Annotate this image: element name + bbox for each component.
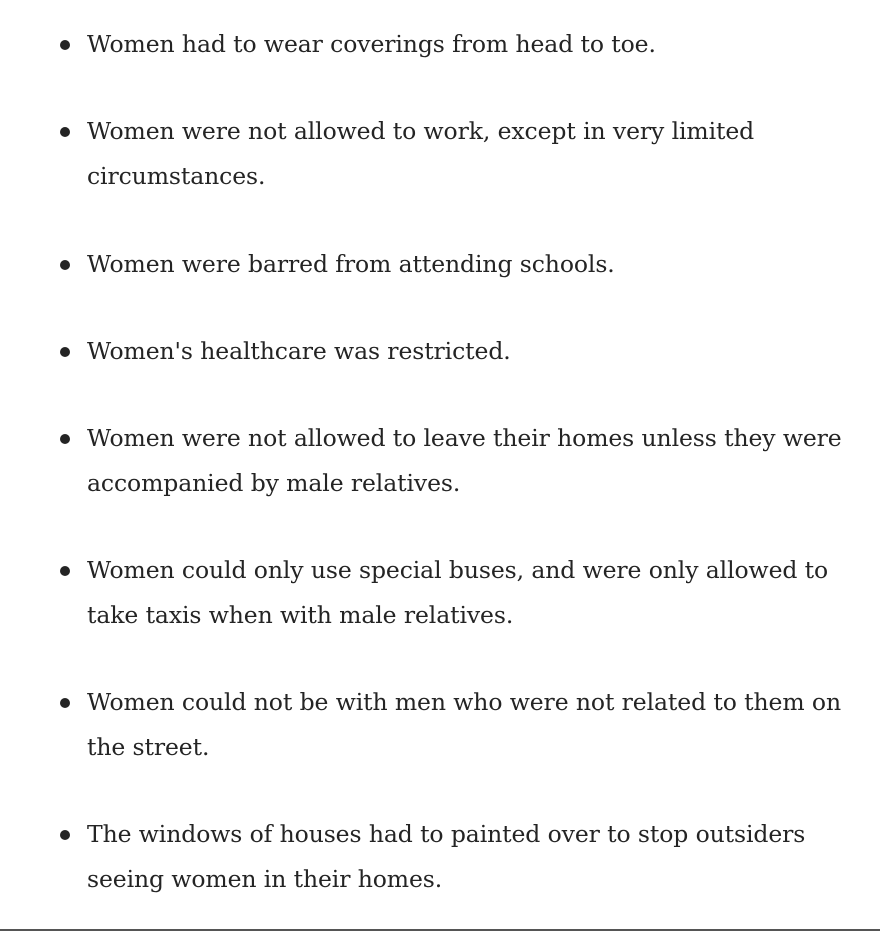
list-item <box>87 548 857 638</box>
list-item-text: Women were not allowed to leave their homes unless they were accompanied by male relatives. <box>87 424 842 497</box>
bullet-icon <box>60 40 70 50</box>
bullet-icon <box>60 434 70 444</box>
bullet-icon <box>60 830 70 840</box>
list-item <box>87 812 857 902</box>
list-item <box>87 109 857 199</box>
list-item-text: Women were barred from attending schools. <box>87 250 615 278</box>
bullet-icon <box>60 127 70 137</box>
list-item-text: Women were not allowed to work, except in very limited circumstances. <box>87 117 755 190</box>
list-item-text: Women had to wear coverings from head to toe. <box>87 30 656 58</box>
list-item <box>87 242 857 287</box>
list-item-text: The windows of houses had to painted over to stop outsiders seeing women in their homes. <box>87 820 806 893</box>
bullet-icon <box>60 347 70 357</box>
list-item-text: Women's healthcare was restricted. <box>87 337 511 365</box>
list-item-text: Women could not be with men who were not related to them on the street. <box>87 688 841 761</box>
list-item-text: Women could only use special buses, and were only allowed to take taxis when with male relatives. <box>87 556 829 629</box>
list-item <box>87 680 857 770</box>
bullet-icon <box>60 698 70 708</box>
bullet-icon <box>60 260 70 270</box>
list-item <box>87 22 857 67</box>
list-item <box>87 329 857 374</box>
bullet-icon <box>60 566 70 576</box>
list-item <box>87 416 857 506</box>
